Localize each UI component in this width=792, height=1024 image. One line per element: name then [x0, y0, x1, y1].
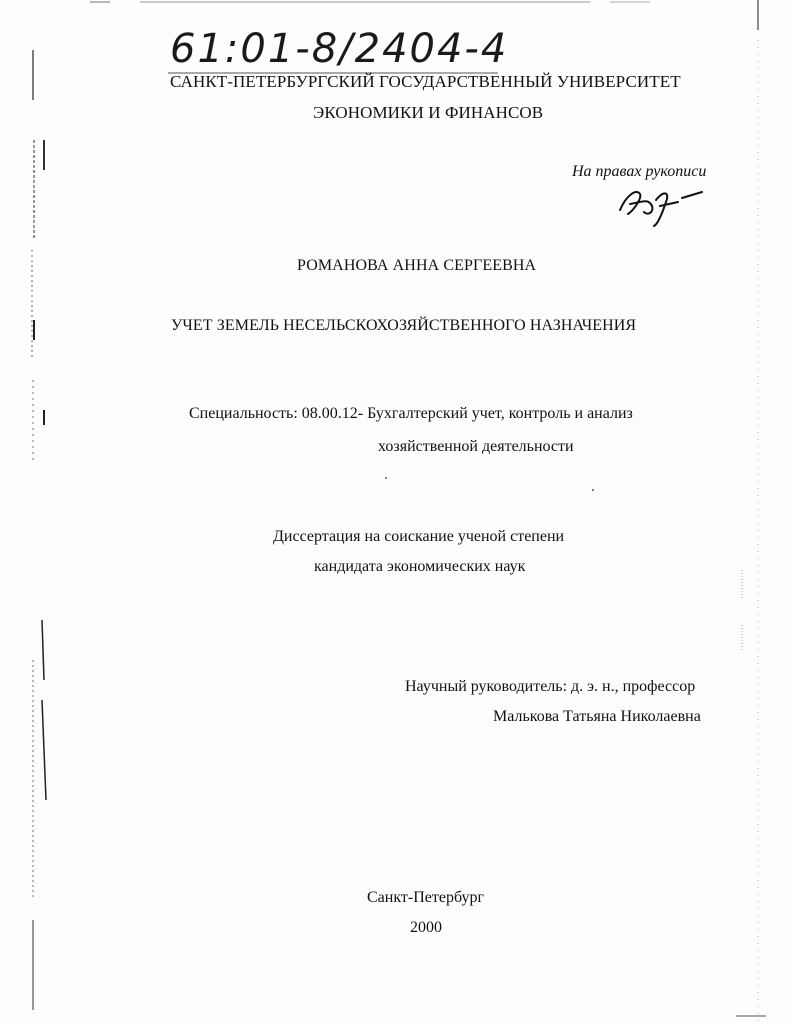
degree-line2: кандидата экономических наук	[314, 558, 526, 575]
degree-line1: Диссертация на соискание ученой степени	[273, 528, 565, 545]
specialty-line1: Специальность: 08.00.12- Бухгалтерский учет, контроль и анализ	[189, 405, 633, 422]
author-name: РОМАНОВА АННА СЕРГЕЕВНА	[297, 257, 537, 274]
handwritten-registration-number	[168, 18, 508, 80]
scan-speck	[592, 489, 594, 491]
scan-right-edge	[736, 0, 766, 1024]
svg-text:61:01-8/2404-4: 61:01-8/2404-4	[170, 26, 508, 72]
scientific-advisor-title: Научный руководитель: д. э. н., профессор	[405, 678, 696, 695]
dissertation-title: УЧЕТ ЗЕМЕЛЬ НЕСЕЛЬСКОХОЗЯЙСТВЕННОГО НАЗНАЧЕНИЯ	[171, 317, 637, 334]
scan-speck	[385, 477, 387, 479]
university-name-line1: САНКТ-ПЕТЕРБУРГСКИЙ ГОСУДАРСТВЕННЫЙ УНИВЕРСИТЕТ	[170, 72, 681, 91]
specialty-line2: хозяйственной деятельности	[378, 438, 574, 455]
scan-left-edge	[28, 40, 52, 1020]
author-signature	[612, 180, 704, 228]
scan-top-rule	[90, 0, 650, 6]
scientific-advisor-name: Малькова Татьяна Николаевна	[493, 708, 701, 725]
manuscript-rights-note: На правах рукописи	[572, 163, 707, 180]
city: Санкт-Петербург	[367, 889, 485, 906]
university-name-line2: ЭКОНОМИКИ И ФИНАНСОВ	[313, 103, 544, 122]
year: 2000	[410, 919, 442, 936]
